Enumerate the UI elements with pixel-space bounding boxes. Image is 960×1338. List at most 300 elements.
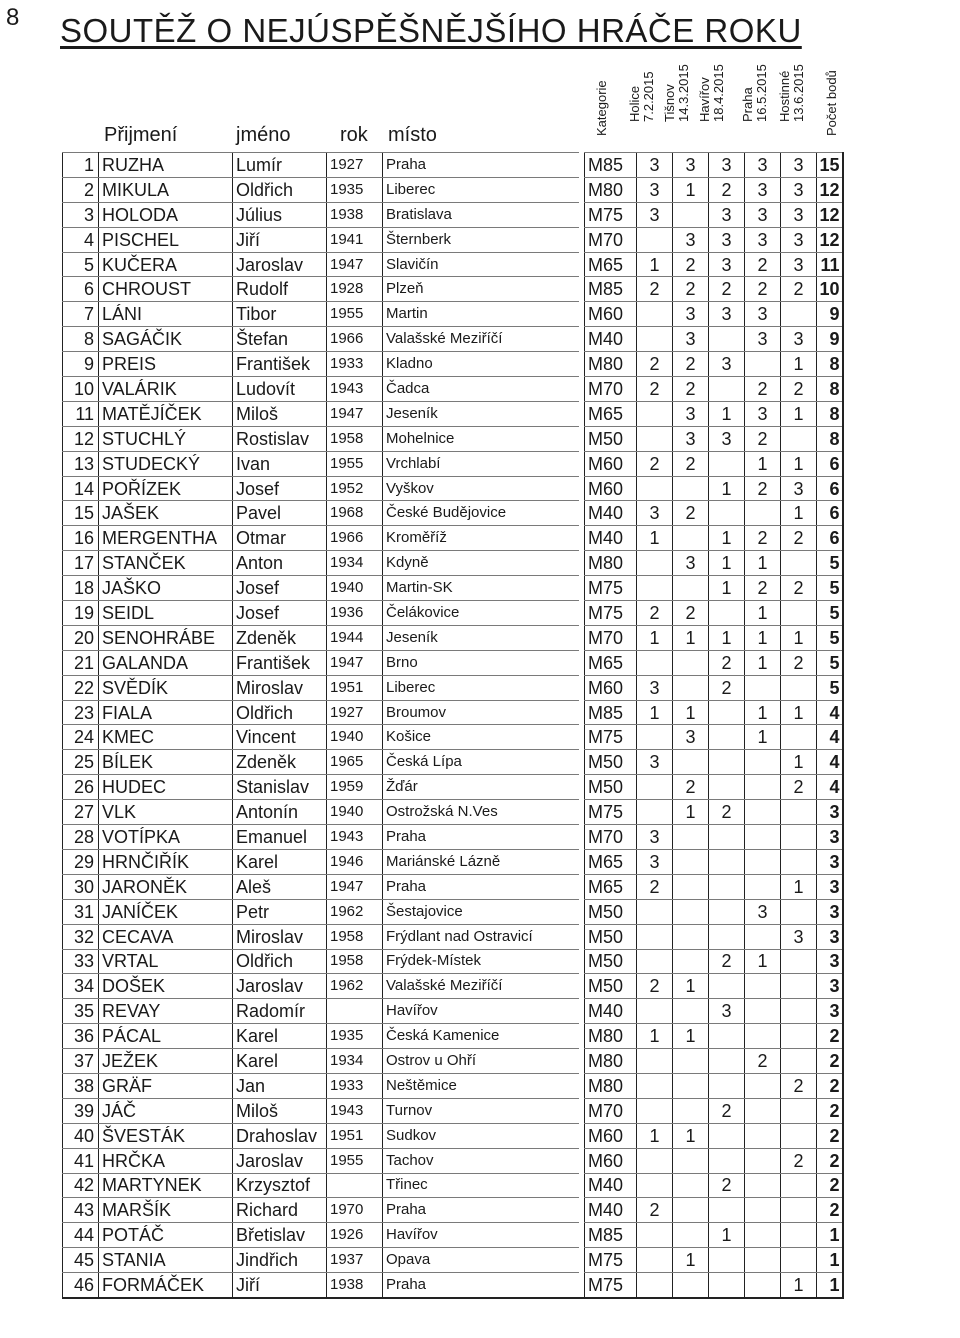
surname-cell: VALÁRIK <box>99 377 233 402</box>
points-cell <box>709 700 745 725</box>
category-cell: M50 <box>585 426 637 451</box>
place-cell: Tachov <box>383 1148 579 1173</box>
points-cell: 1 <box>637 252 673 277</box>
points-cell: 1 <box>673 625 709 650</box>
points-cell <box>709 1273 745 1298</box>
table-row <box>63 924 843 949</box>
year-cell: 1968 <box>327 501 383 526</box>
table-row <box>63 750 843 775</box>
year-cell: 1940 <box>327 576 383 601</box>
year-cell: 1933 <box>327 1073 383 1098</box>
year-cell: 1935 <box>327 177 383 202</box>
category-cell: M70 <box>585 625 637 650</box>
category-cell: M80 <box>585 551 637 576</box>
total-cell: 3 <box>817 949 843 974</box>
category-cell: M85 <box>585 153 637 178</box>
rank-cell: 18 <box>63 576 99 601</box>
table-row <box>63 476 843 501</box>
points-cell <box>709 1049 745 1074</box>
surname-cell: FORMÁČEK <box>99 1273 233 1298</box>
points-cell: 2 <box>745 277 781 302</box>
points-cell: 2 <box>745 576 781 601</box>
rank-cell: 43 <box>63 1198 99 1223</box>
place-cell: Praha <box>383 874 579 899</box>
header-tournament-3 <box>697 64 726 152</box>
points-cell: 3 <box>745 227 781 252</box>
surname-cell: DOŠEK <box>99 974 233 999</box>
total-cell: 8 <box>817 352 843 377</box>
year-cell: 1943 <box>327 825 383 850</box>
first-name-cell: Aleš <box>233 874 327 899</box>
table-row <box>63 327 843 352</box>
surname-cell: MARŠÍK <box>99 1198 233 1223</box>
points-cell: 3 <box>637 202 673 227</box>
header-category <box>590 70 614 152</box>
first-name-cell: Drahoslav <box>233 1123 327 1148</box>
points-cell <box>673 1223 709 1248</box>
place-cell: Ostrožská N.Ves <box>383 800 579 825</box>
points-cell <box>709 899 745 924</box>
points-cell: 2 <box>745 426 781 451</box>
rank-cell: 6 <box>63 277 99 302</box>
place-cell: Praha <box>383 1273 579 1298</box>
points-cell <box>745 974 781 999</box>
points-cell <box>709 725 745 750</box>
points-cell <box>709 825 745 850</box>
rank-cell: 11 <box>63 401 99 426</box>
points-cell <box>781 1049 817 1074</box>
place-cell: České Budějovice <box>383 501 579 526</box>
year-cell: 1946 <box>327 849 383 874</box>
rank-cell: 32 <box>63 924 99 949</box>
place-cell: Brno <box>383 650 579 675</box>
total-cell: 3 <box>817 874 843 899</box>
points-cell <box>673 1073 709 1098</box>
year-cell: 1927 <box>327 153 383 178</box>
points-cell: 2 <box>709 277 745 302</box>
place-cell: Ostrov u Ohří <box>383 1049 579 1074</box>
points-cell: 3 <box>637 849 673 874</box>
table-row <box>63 650 843 675</box>
total-cell: 5 <box>817 576 843 601</box>
table-row <box>63 1273 843 1298</box>
points-cell <box>709 327 745 352</box>
rank-cell: 13 <box>63 451 99 476</box>
points-cell: 1 <box>781 401 817 426</box>
points-cell <box>673 1198 709 1223</box>
points-cell: 1 <box>709 625 745 650</box>
place-cell: Vyškov <box>383 476 579 501</box>
first-name-cell: Radomír <box>233 999 327 1024</box>
first-name-cell: Josef <box>233 601 327 626</box>
points-cell: 1 <box>781 700 817 725</box>
first-name-cell: Oldřich <box>233 177 327 202</box>
table-row <box>63 874 843 899</box>
rank-cell: 26 <box>63 775 99 800</box>
points-cell: 1 <box>781 1273 817 1298</box>
place-cell: Praha <box>383 153 579 178</box>
points-cell: 3 <box>781 153 817 178</box>
year-cell <box>327 1173 383 1198</box>
year-cell: 1928 <box>327 277 383 302</box>
table-row <box>63 153 843 178</box>
surname-cell: SVĚDÍK <box>99 675 233 700</box>
place-cell: Liberec <box>383 675 579 700</box>
points-cell <box>637 1223 673 1248</box>
points-cell: 3 <box>745 401 781 426</box>
surname-cell: MIKULA <box>99 177 233 202</box>
first-name-cell: Ivan <box>233 451 327 476</box>
points-cell <box>745 1173 781 1198</box>
place-cell: Valašské Meziříčí <box>383 327 579 352</box>
category-cell: M40 <box>585 501 637 526</box>
points-cell <box>673 1098 709 1123</box>
points-cell: 1 <box>673 177 709 202</box>
first-name-cell: Miloš <box>233 1098 327 1123</box>
surname-cell: JEŽEK <box>99 1049 233 1074</box>
first-name-cell: Rudolf <box>233 277 327 302</box>
points-cell: 2 <box>637 874 673 899</box>
points-cell <box>745 1073 781 1098</box>
rank-cell: 15 <box>63 501 99 526</box>
surname-cell: HUDEC <box>99 775 233 800</box>
surname-cell: CECAVA <box>99 924 233 949</box>
rank-cell: 24 <box>63 725 99 750</box>
total-cell: 9 <box>817 302 843 327</box>
place-cell: Kroměříž <box>383 526 579 551</box>
points-cell: 1 <box>745 700 781 725</box>
points-cell <box>637 1248 673 1273</box>
points-cell <box>673 874 709 899</box>
table-row <box>63 725 843 750</box>
points-cell <box>781 1248 817 1273</box>
year-cell: 1947 <box>327 401 383 426</box>
points-cell <box>745 1148 781 1173</box>
year-cell: 1962 <box>327 899 383 924</box>
points-cell <box>709 974 745 999</box>
points-cell <box>709 1148 745 1173</box>
table-row <box>63 825 843 850</box>
place-cell: Jeseník <box>383 401 579 426</box>
points-cell: 2 <box>709 650 745 675</box>
surname-cell: VLK <box>99 800 233 825</box>
category-cell: M40 <box>585 999 637 1024</box>
table-row <box>63 551 843 576</box>
table-row <box>63 625 843 650</box>
surname-cell: FIALA <box>99 700 233 725</box>
header-surname: Přijmení <box>104 124 178 146</box>
year-cell: 1951 <box>327 675 383 700</box>
table-row <box>63 352 843 377</box>
surname-cell: KUČERA <box>99 252 233 277</box>
table-row <box>63 974 843 999</box>
points-cell <box>745 501 781 526</box>
total-cell: 3 <box>817 999 843 1024</box>
total-cell: 11 <box>817 252 843 277</box>
points-cell: 1 <box>673 700 709 725</box>
surname-cell: STANČEK <box>99 551 233 576</box>
header-tournament-label: Praha 16.5.2015 <box>740 64 769 122</box>
place-cell: Vrchlabí <box>383 451 579 476</box>
points-cell: 3 <box>745 153 781 178</box>
year-cell <box>327 999 383 1024</box>
points-cell: 3 <box>781 252 817 277</box>
points-cell <box>637 924 673 949</box>
rank-cell: 4 <box>63 227 99 252</box>
place-cell: Opava <box>383 1248 579 1273</box>
points-cell <box>673 576 709 601</box>
year-cell: 1952 <box>327 476 383 501</box>
rank-cell: 27 <box>63 800 99 825</box>
points-cell: 1 <box>673 1024 709 1049</box>
points-cell: 1 <box>637 1123 673 1148</box>
points-cell: 2 <box>709 949 745 974</box>
points-cell <box>781 974 817 999</box>
rank-cell: 36 <box>63 1024 99 1049</box>
category-cell: M70 <box>585 227 637 252</box>
first-name-cell: Petr <box>233 899 327 924</box>
points-cell: 3 <box>745 302 781 327</box>
total-cell: 8 <box>817 377 843 402</box>
category-cell: M70 <box>585 1098 637 1123</box>
first-name-cell: Oldřich <box>233 949 327 974</box>
rank-cell: 21 <box>63 650 99 675</box>
surname-cell: VOTÍPKA <box>99 825 233 850</box>
total-cell: 2 <box>817 1198 843 1223</box>
points-cell <box>637 302 673 327</box>
points-cell <box>781 601 817 626</box>
points-cell: 1 <box>709 526 745 551</box>
points-cell <box>673 999 709 1024</box>
points-cell: 1 <box>709 476 745 501</box>
table-row <box>63 1073 843 1098</box>
points-cell <box>709 750 745 775</box>
points-cell: 2 <box>637 974 673 999</box>
category-cell: M80 <box>585 177 637 202</box>
points-cell <box>673 526 709 551</box>
points-cell: 1 <box>745 949 781 974</box>
total-cell: 6 <box>817 501 843 526</box>
points-cell: 3 <box>673 227 709 252</box>
header-total <box>820 70 844 152</box>
category-cell: M60 <box>585 1123 637 1148</box>
rank-cell: 19 <box>63 601 99 626</box>
points-cell: 2 <box>673 377 709 402</box>
category-cell: M85 <box>585 1223 637 1248</box>
points-cell: 1 <box>673 800 709 825</box>
points-cell: 3 <box>709 227 745 252</box>
points-cell <box>781 1198 817 1223</box>
points-cell: 3 <box>709 202 745 227</box>
category-cell: M70 <box>585 377 637 402</box>
rank-cell: 3 <box>63 202 99 227</box>
points-cell <box>745 1098 781 1123</box>
total-cell: 2 <box>817 1148 843 1173</box>
points-cell <box>709 501 745 526</box>
header-category-label: Kategorie <box>594 80 609 136</box>
place-cell: Šternberk <box>383 227 579 252</box>
year-cell: 1940 <box>327 800 383 825</box>
points-cell: 1 <box>673 1123 709 1148</box>
total-cell: 5 <box>817 675 843 700</box>
first-name-cell: Ludovít <box>233 377 327 402</box>
points-cell <box>637 227 673 252</box>
first-name-cell: Jaroslav <box>233 974 327 999</box>
points-cell <box>781 999 817 1024</box>
year-cell: 1966 <box>327 327 383 352</box>
points-cell: 1 <box>673 974 709 999</box>
points-cell: 2 <box>673 601 709 626</box>
total-cell: 5 <box>817 551 843 576</box>
points-cell: 3 <box>709 302 745 327</box>
rank-cell: 7 <box>63 302 99 327</box>
points-cell <box>673 825 709 850</box>
surname-cell: STUDECKÝ <box>99 451 233 476</box>
points-cell <box>637 949 673 974</box>
points-cell <box>745 924 781 949</box>
points-cell: 1 <box>709 551 745 576</box>
surname-cell: REVAY <box>99 999 233 1024</box>
points-cell <box>745 675 781 700</box>
year-cell: 1937 <box>327 1248 383 1273</box>
table-row <box>63 899 843 924</box>
category-cell: M80 <box>585 352 637 377</box>
category-cell: M85 <box>585 277 637 302</box>
points-cell: 3 <box>781 202 817 227</box>
points-cell: 3 <box>709 352 745 377</box>
first-name-cell: Lumír <box>233 153 327 178</box>
table-row <box>63 675 843 700</box>
place-cell: Frýdek-Místek <box>383 949 579 974</box>
total-cell: 4 <box>817 750 843 775</box>
place-cell: Broumov <box>383 700 579 725</box>
points-cell <box>781 899 817 924</box>
rank-cell: 42 <box>63 1173 99 1198</box>
points-cell: 3 <box>781 227 817 252</box>
surname-cell: GRÄF <box>99 1073 233 1098</box>
header-tournament-label: Hostinné 13.6.2015 <box>777 64 806 122</box>
points-cell <box>637 999 673 1024</box>
points-cell: 2 <box>673 352 709 377</box>
header-tournament-4 <box>740 64 769 152</box>
points-cell <box>709 451 745 476</box>
page-title: SOUTĚŽ O NEJÚSPĚŠNĚJŠÍHO HRÁČE ROKU <box>60 12 802 49</box>
place-cell: Sudkov <box>383 1123 579 1148</box>
surname-cell: GALANDA <box>99 650 233 675</box>
points-cell <box>745 1248 781 1273</box>
header-tournament-label: Tišnov 14.3.2015 <box>662 64 691 122</box>
points-cell <box>781 426 817 451</box>
points-cell: 2 <box>709 675 745 700</box>
first-name-cell: Karel <box>233 1024 327 1049</box>
rank-cell: 34 <box>63 974 99 999</box>
total-cell: 5 <box>817 625 843 650</box>
points-cell <box>673 949 709 974</box>
total-cell: 3 <box>817 974 843 999</box>
rank-cell: 40 <box>63 1123 99 1148</box>
rank-cell: 39 <box>63 1098 99 1123</box>
category-cell: M75 <box>585 576 637 601</box>
place-cell: Kladno <box>383 352 579 377</box>
year-cell: 1944 <box>327 625 383 650</box>
total-cell: 3 <box>817 899 843 924</box>
category-cell: M50 <box>585 775 637 800</box>
header-total-label: Počet bodů <box>824 70 839 136</box>
points-cell: 1 <box>637 625 673 650</box>
points-cell <box>745 825 781 850</box>
total-cell: 1 <box>817 1223 843 1248</box>
year-cell: 1933 <box>327 352 383 377</box>
points-cell: 2 <box>745 252 781 277</box>
points-cell: 3 <box>781 177 817 202</box>
total-cell: 3 <box>817 924 843 949</box>
points-cell: 2 <box>673 501 709 526</box>
points-cell <box>709 924 745 949</box>
table-row <box>63 227 843 252</box>
year-cell: 1955 <box>327 451 383 476</box>
points-cell: 2 <box>637 1198 673 1223</box>
year-cell: 1941 <box>327 227 383 252</box>
first-name-cell: Miroslav <box>233 924 327 949</box>
place-cell: Čelákovice <box>383 601 579 626</box>
category-cell: M60 <box>585 476 637 501</box>
first-name-cell: Tibor <box>233 302 327 327</box>
rank-cell: 10 <box>63 377 99 402</box>
points-cell <box>781 800 817 825</box>
table-row <box>63 252 843 277</box>
place-cell: Havířov <box>383 1223 579 1248</box>
points-cell: 1 <box>781 874 817 899</box>
first-name-cell: Stanislav <box>233 775 327 800</box>
rank-cell: 8 <box>63 327 99 352</box>
year-cell: 1947 <box>327 252 383 277</box>
points-cell <box>781 551 817 576</box>
place-cell: Slavičín <box>383 252 579 277</box>
points-cell <box>781 675 817 700</box>
points-cell <box>673 899 709 924</box>
category-cell: M75 <box>585 202 637 227</box>
points-cell: 1 <box>709 576 745 601</box>
place-cell: Neštěmice <box>383 1073 579 1098</box>
total-cell: 5 <box>817 650 843 675</box>
table-row <box>63 177 843 202</box>
first-name-cell: Pavel <box>233 501 327 526</box>
category-cell: M60 <box>585 451 637 476</box>
points-cell <box>709 377 745 402</box>
points-cell: 1 <box>781 352 817 377</box>
category-cell: M80 <box>585 1024 637 1049</box>
place-cell: Jeseník <box>383 625 579 650</box>
category-cell: M65 <box>585 650 637 675</box>
points-cell: 2 <box>781 650 817 675</box>
points-cell: 2 <box>709 177 745 202</box>
category-cell: M50 <box>585 750 637 775</box>
category-cell: M80 <box>585 1073 637 1098</box>
points-cell: 3 <box>673 426 709 451</box>
points-cell <box>745 750 781 775</box>
surname-cell: JÁČ <box>99 1098 233 1123</box>
points-cell <box>745 800 781 825</box>
surname-cell: JAŠEK <box>99 501 233 526</box>
points-cell <box>745 1123 781 1148</box>
first-name-cell: Miroslav <box>233 675 327 700</box>
points-cell: 3 <box>637 153 673 178</box>
points-cell <box>781 302 817 327</box>
points-cell <box>673 675 709 700</box>
header-tournament-label: Holice 7.2.2015 <box>627 71 656 122</box>
total-cell: 2 <box>817 1123 843 1148</box>
points-cell: 3 <box>673 302 709 327</box>
